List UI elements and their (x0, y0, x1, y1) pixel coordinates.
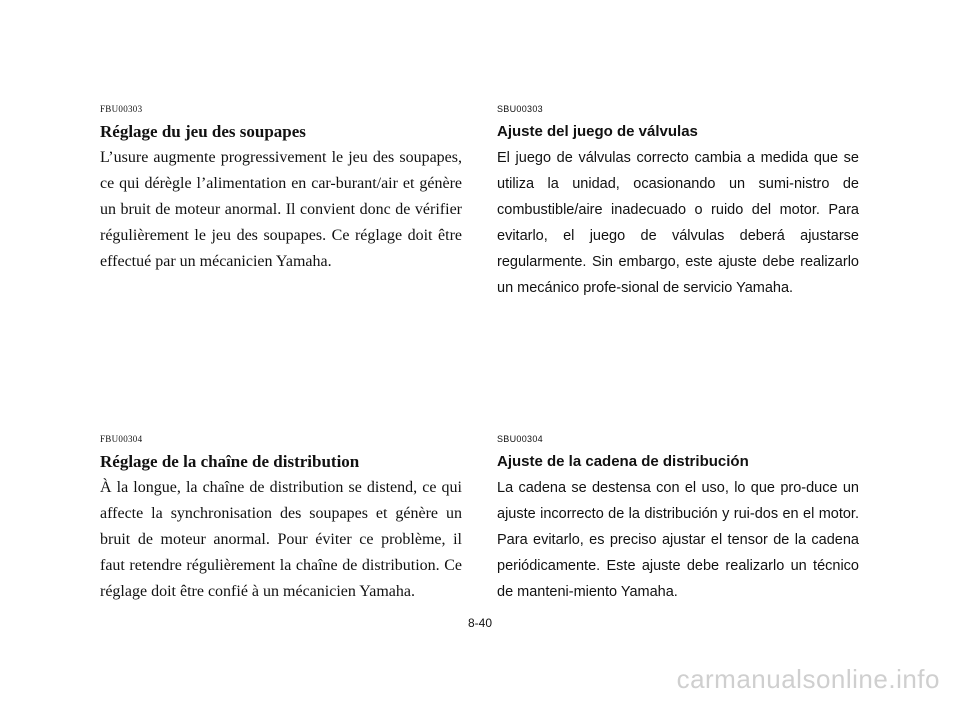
spanish-column (497, 102, 859, 600)
section-code: SBU00303 (497, 104, 543, 114)
section-heading: Réglage du jeu des soupapes (100, 122, 306, 141)
french-column (100, 102, 462, 600)
section-heading: Ajuste del juego de válvulas (497, 123, 698, 140)
section-valve-clearance-fr (100, 102, 462, 275)
watermark: carmanualsonline.info (676, 664, 940, 694)
section-valve-clearance-es (497, 102, 859, 301)
section-code: SBU00304 (497, 434, 543, 444)
section-body: L’usure augmente progressivement le jeu des soupapes, ce qui dérègle l’alimentation en car-burant/air et génère un bruit de moteur anormal. Il convient donc de vérifier régulièrement le jeu des soupapes. Ce réglage doit être effectué par un mécanicien Yamaha. (100, 149, 462, 270)
section-body: La cadena se destensa con el uso, lo que pro-duce un ajuste incorrecto de la distribución y rui-dos en el motor. Para evitarlo, es preciso ajustar el tensor de la cadena periódicamente. Este ajuste debe realizarlo un técnico de manteni-miento Yamaha. (497, 480, 859, 600)
section-heading: Réglage de la chaîne de distribution (100, 452, 360, 471)
section-code: FBU00303 (100, 104, 143, 114)
section-body: El juego de válvulas correcto cambia a medida que se utiliza la unidad, ocasionando un sumi-nistro de combustible/aire inadecuado o ruido del motor. Para evitarlo, el juego de válvulas deberá ajustarse regularmente. Sin embargo, este ajuste debe realizarlo un mecánico profe-sional de servicio Yamaha. (497, 150, 859, 296)
section-heading: Ajuste de la cadena de distribución (497, 453, 749, 470)
section-body: À la longue, la chaîne de distribution se distend, ce qui affecte la synchronisation des soupapes et génère un bruit de moteur anormal. Pour éviter ce problème, il faut retendre régulièrement la chaîne de distribution. Ce réglage doit être confié à un mécanicien Yamaha. (100, 479, 462, 600)
section-cam-chain-es (497, 432, 859, 605)
section-code: FBU00304 (100, 434, 143, 444)
page-number: 8-40 (467, 616, 493, 630)
section-cam-chain-fr (100, 432, 462, 605)
